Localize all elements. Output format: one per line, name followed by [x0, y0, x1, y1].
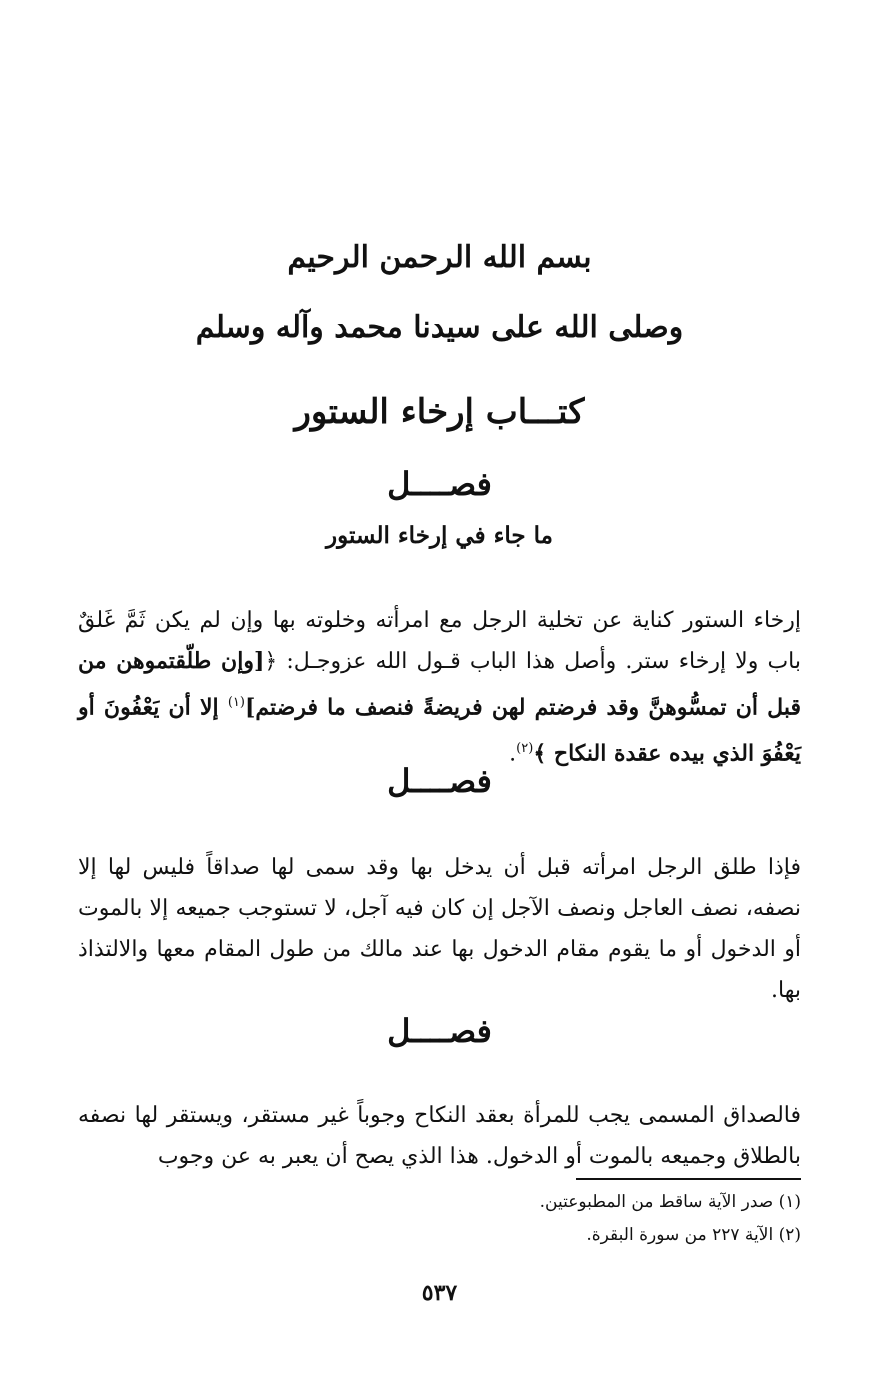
quran-quote-1: [وإن طلّقتموهن من قبل أن تمسُّوهنَّ وقد فرضتم لهن فريضةً فنصف ما فرضتم]	[78, 648, 801, 721]
section-subtitle-1: ما جاء في إرخاء الستور	[326, 522, 553, 549]
paragraph-1-end: .	[509, 741, 517, 767]
paragraph-2: فإذا طلق الرجل امرأته قبل أن يدخل بها وقد سمى لها صداقاً فليس لها إلا نصفه، نصف العاجل ونصف الآجل إن كان فيه آجل، لا تستوجب جميعه إلا بالموت أو الدخول أو ما يقوم مقام الدخول بها عند مالك من طول المقام معها والالتذاذ بها.	[78, 855, 801, 1003]
footnote-ref-1: (١)	[227, 695, 245, 710]
quran-quote-2: إلا أن يَعْفُونَ أو يَعْفُوَ الذي بيده عقدة النكاح ﴾	[78, 694, 801, 767]
page-number: ٥٣٧	[421, 1280, 458, 1306]
footnote-ref-2: (٢)	[516, 741, 534, 757]
paragraph-3: فالصداق المسمى يجب للمرأة بعقد النكاح وجوباً غير مستقر، ويستقر لها نصفه بالطلاق وجميعه بالموت أو الدخول. هذا الذي يصح أن يعبر به عن وجوب	[78, 1103, 801, 1169]
section-heading-3: فصــــل	[387, 1012, 492, 1050]
footnote-divider	[576, 1178, 801, 1180]
section-heading-2: فصــــل	[387, 762, 492, 800]
basmala: بسم الله الرحمن الرحيم	[287, 240, 592, 275]
salawat-line: وصلى الله على سيدنا محمد وآله وسلم	[195, 310, 684, 345]
footnote-1: (١) صدر الآية ساقط من المطبوعتين.	[539, 1192, 801, 1212]
footnote-2: (٢) الآية ٢٢٧ من سورة البقرة.	[586, 1225, 801, 1245]
section-heading-1: فصــــل	[387, 465, 492, 503]
book-title: كتـــاب إرخاء الستور	[294, 392, 585, 432]
paragraph-1-intro: إرخاء الستور كناية عن تخلية الرجل مع امرأته وخلوته بها وإن لم يكن ثَمَّ غَلقٌ باب ولا إرخاء ستر. وأصل هذا الباب قـول الله عزوجـل: ﴿	[78, 608, 801, 674]
paragraph-1	[78, 600, 801, 775]
